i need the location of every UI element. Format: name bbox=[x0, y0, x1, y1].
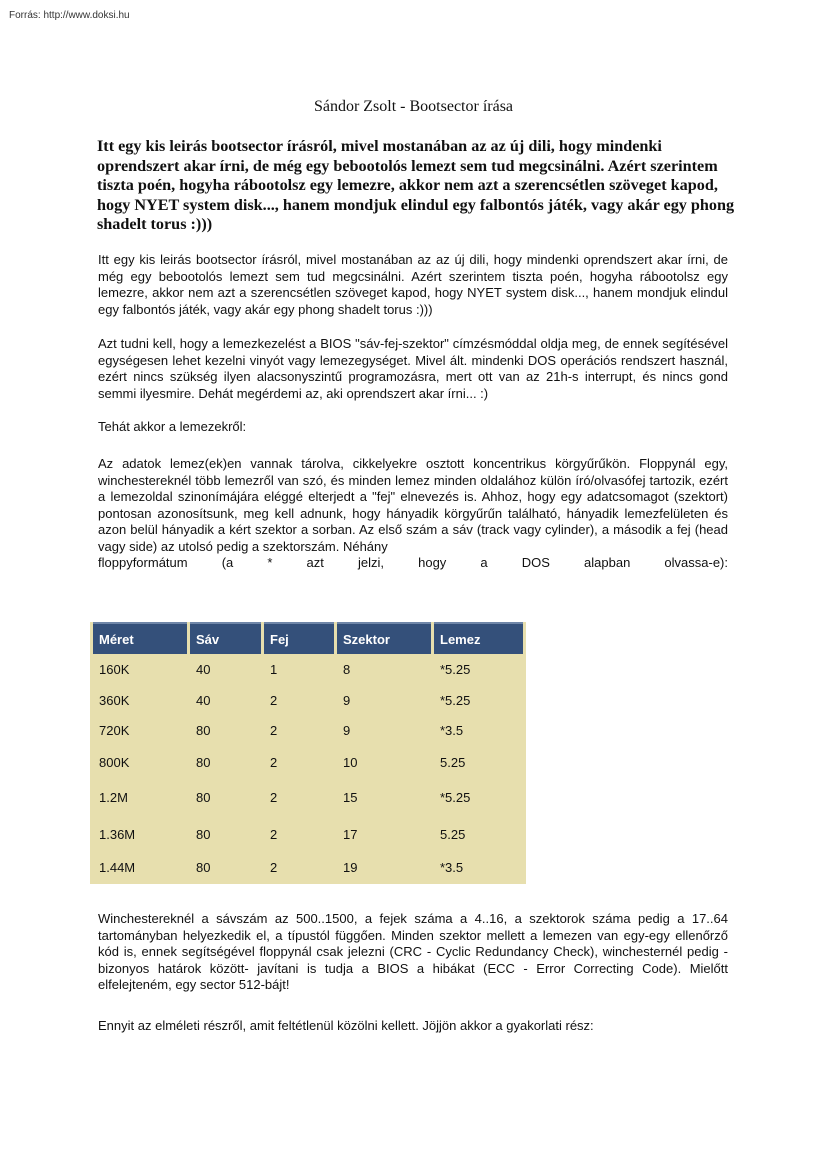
cell-lemez: *5.25 bbox=[440, 789, 471, 805]
cell-sav: 80 bbox=[196, 755, 211, 770]
cell-szektor: 9 bbox=[343, 692, 351, 708]
winchester-paragraph: Winchestereknél a sávszám az 500..1500, a fejek száma a 4..16, a szektorok száma pedig a 17..64 tartományban helyezkedik el, a típustól függően. Minden szektor mellett a lemezen van egy-egy ellenőrző kód is, ennek segítségével floppynál csak jelezni (CRC - Cyclic Redundancy Check), winchesternél pedig -bizonyos határok között- javítani is tudja a BIOS a hibákat (ECC - Error Correcting Code). Mielőtt elfelejteném, egy sector 512-bájt! bbox=[98, 911, 728, 992]
cell-meret: 800K bbox=[99, 755, 130, 770]
table-row bbox=[93, 746, 523, 779]
cell-fej: 2 bbox=[270, 723, 278, 738]
cell-meret: 1.36M bbox=[99, 826, 136, 842]
cell-szektor: 17 bbox=[343, 826, 358, 842]
cell-lemez: *5.25 bbox=[440, 692, 471, 708]
cell-sav: 80 bbox=[196, 723, 211, 738]
table-row bbox=[93, 853, 523, 882]
format-table bbox=[90, 622, 526, 882]
cell-fej: 2 bbox=[270, 789, 278, 805]
table-row bbox=[93, 815, 523, 853]
table-row bbox=[93, 715, 523, 746]
cell-fej: 1 bbox=[270, 662, 278, 677]
disk-structure-text: Az adatok lemez(ek)en vannak tárolva, cikkelyekre osztott koncentrikus körgyűrűkön. Floppynál egy, winchestereknél több lemezről van szó, és minden lemez minden oldalához külön író/olvasófej tartozik, ezért a lemezoldal szinonímájára eléggé elterjedt a "fej" elnevezés is. Ahhoz, hogy egy adatcsomagot (szektort) pontosan azonosítsunk, meg kell adnunk, hogy hányadik körgyűrűn található, hányadik lemezfelületen és azon belül hányadik a kért szektor a sorban. Az első szám a sáv (track vagy cylinder), a második a fej (head vagy side) az utolsó pedig a szektorszám. Néhány bbox=[98, 456, 728, 554]
header-meret: Méret bbox=[93, 622, 187, 654]
cell-lemez: *5.25 bbox=[440, 662, 471, 677]
floppy-format-table bbox=[90, 622, 526, 884]
cell-szektor: 15 bbox=[343, 789, 358, 805]
cell-meret: 160K bbox=[99, 662, 130, 677]
cell-meret: 360K bbox=[99, 692, 130, 708]
cell-sav: 40 bbox=[196, 692, 211, 708]
page-title: Sándor Zsolt - Bootsector írása bbox=[313, 98, 514, 115]
disk-structure-paragraph bbox=[98, 456, 728, 572]
cell-sav: 80 bbox=[196, 860, 211, 875]
cell-fej: 2 bbox=[270, 692, 278, 708]
intro-paragraph: Itt egy kis leirás bootsector írásról, mivel mostanában az az új dili, hogy mindenki oprendszert akar írni, de még egy bebootolós lemezt sem tud megcsinálni. Azért szerintem tiszta poén, hogyha rábootolsz egy lemezre, akkor nem azt a szerencsétlen szöveget kapod, hogy NYET system disk..., hanem mondjuk elindul egy falbontós játék, vagy akár egy phong shadelt torus :))) bbox=[98, 252, 728, 317]
table-row bbox=[93, 654, 523, 685]
bios-paragraph: Azt tudni kell, hogy a lemezkezelést a BIOS "sáv-fej-szektor" címzésmóddal oldja meg, de ennek segítésével egységesen lehet kezelni vinyót vagy lemezegységet. Mivel ált. mindenki DOS operációs rendszert használ, ezért nincs szükség ilyen alacsonyszintű programozásra, mert ott van az 21h-s interrupt, és nincs gond semmi ilyesmire. Dehát megérdemi az, aki oprendszert akar írni... :) bbox=[98, 336, 728, 401]
cell-meret: 1.44M bbox=[99, 860, 136, 875]
cell-szektor: 10 bbox=[343, 755, 358, 770]
cell-lemez: 5.25 bbox=[440, 826, 466, 842]
header-fej: Fej bbox=[264, 622, 334, 654]
cell-sav: 40 bbox=[196, 662, 211, 677]
cell-lemez: *3.5 bbox=[440, 723, 464, 738]
disks-heading-paragraph: Tehát akkor a lemezekről: bbox=[98, 419, 247, 434]
table-row bbox=[93, 685, 523, 715]
cell-fej: 2 bbox=[270, 755, 278, 770]
disk-structure-last-line: floppyformátum (a * azt jelzi, hogy a DOS alapban olvassa-e): bbox=[98, 555, 728, 570]
cell-sav: 80 bbox=[196, 826, 211, 842]
cell-szektor: 8 bbox=[343, 662, 351, 677]
cell-szektor: 19 bbox=[343, 860, 358, 875]
cell-lemez: 5.25 bbox=[440, 755, 466, 770]
header-sav: Sáv bbox=[190, 622, 261, 654]
cell-fej: 2 bbox=[270, 826, 278, 842]
cell-meret: 1.2M bbox=[99, 789, 128, 805]
closing-paragraph: Ennyit az elméleti részről, amit feltétlenül közölni kellett. Jöjjön akkor a gyakorlati rész: bbox=[98, 1018, 594, 1033]
cell-lemez: *3.5 bbox=[440, 860, 464, 875]
cell-meret: 720K bbox=[99, 723, 130, 738]
cell-szektor: 9 bbox=[343, 723, 351, 738]
cell-fej: 2 bbox=[270, 860, 278, 875]
cell-sav: 80 bbox=[196, 789, 211, 805]
source-url: Forrás: http://www.doksi.hu bbox=[9, 10, 130, 21]
table-row bbox=[93, 779, 523, 815]
header-szektor: Szektor bbox=[337, 622, 431, 654]
table-header-row bbox=[93, 622, 523, 654]
lead-paragraph: Itt egy kis leirás bootsector írásról, mivel mostanában az az új dili, hogy mindenki oprendszert akar írni, de még egy bebootolós lemezt sem tud megcsinálni. Azért szerintem tiszta poén, hogyha rábootolsz egy lemezre, akkor nem azt a szerencsétlen szöveget kapod, hogy NYET system disk..., hanem mondjuk elindul egy falbontós játék, vagy akár egy phong shadelt torus :))) bbox=[97, 137, 735, 233]
header-lemez: Lemez bbox=[434, 622, 523, 654]
